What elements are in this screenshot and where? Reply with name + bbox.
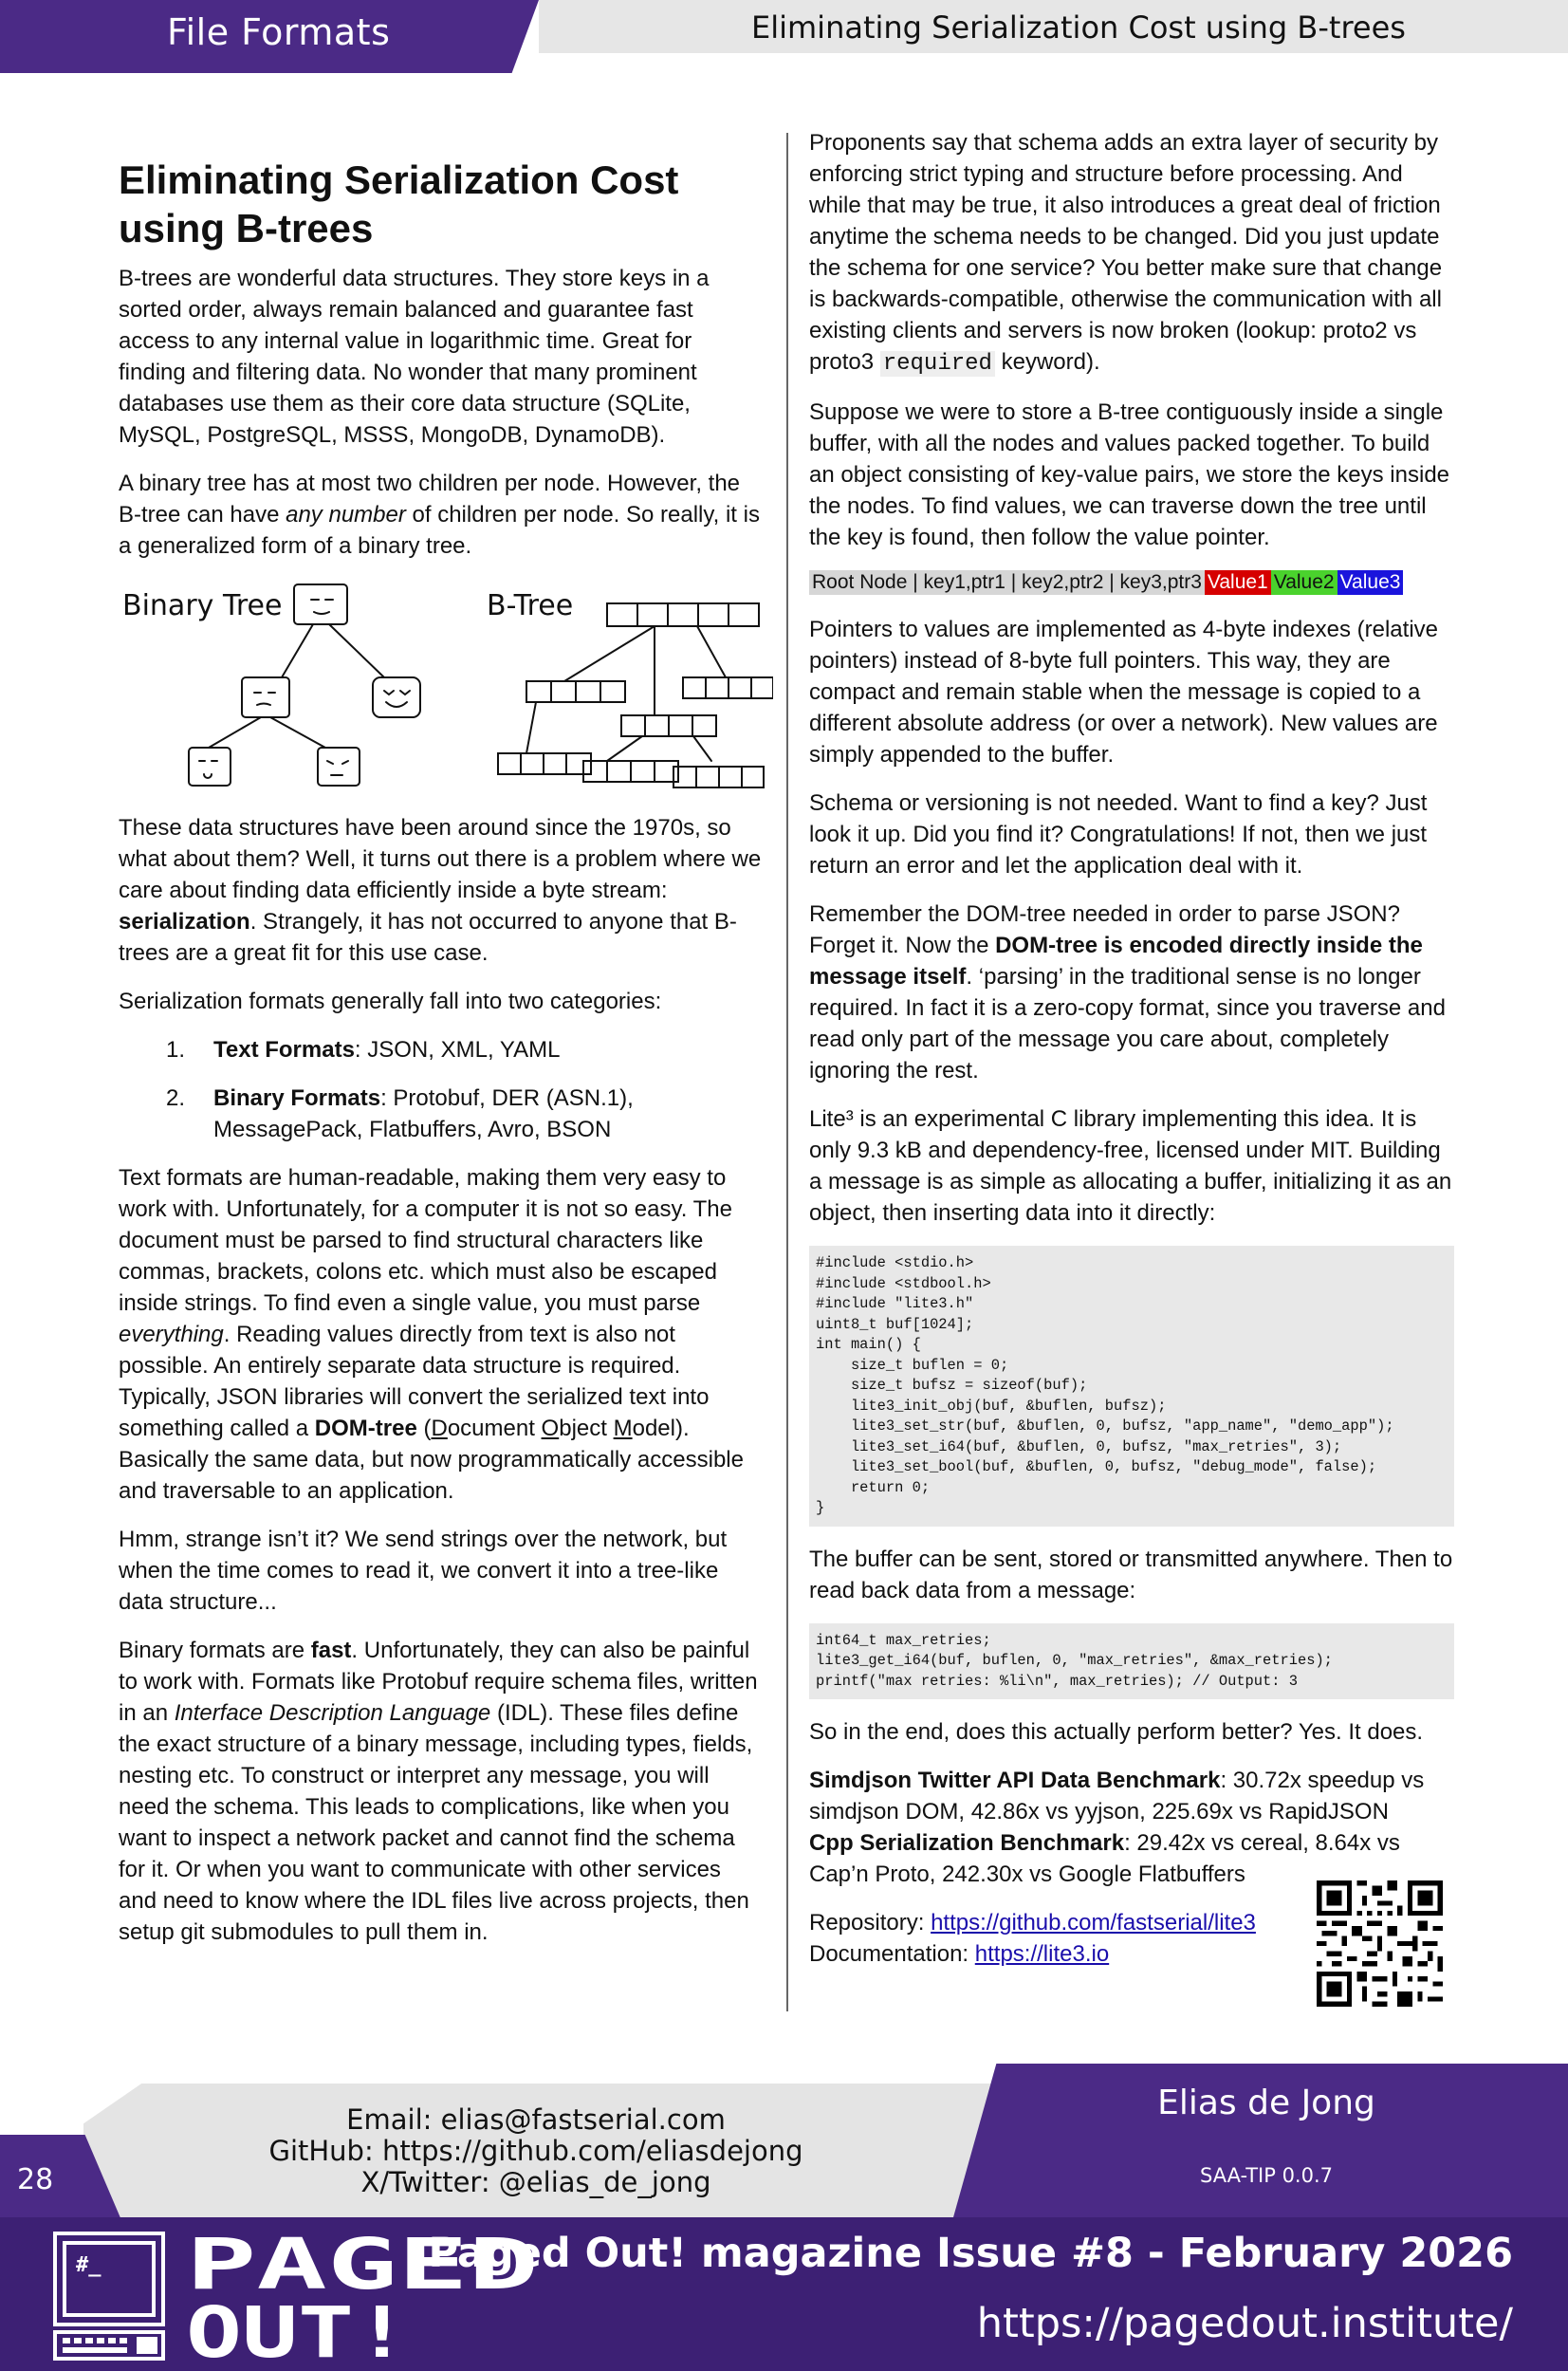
left-column	[119, 121, 764, 1965]
contact-email: Email: elias@fastserial.com	[346, 2103, 726, 2136]
paragraph-schema: Proponents say that schema adds an extra layer of security by enforcing strict typing and structure before processing. And while that may be true, it also introduces a great deal of friction anytime the schema needs to be changed. Did you just update the schema for one service? You better make sure that change is backwards-compatible, otherwise the communication with all existing clients and servers is now broken (lookup: proto2 vs proto3 required keyword).	[809, 130, 1443, 377]
paragraph-performance: So in the end, does this actually perform better? Yes. It does.	[809, 1719, 1424, 1745]
binary-leaf-1	[189, 748, 231, 786]
paragraph-pointers: Pointers to values are implemented as 4-byte indexes (relative pointers) instead of 8-byte full pointers. This way, they are compact and remain stable when the message is copied to a different absolute address (or over a network). New values are simply appended to the buffer.	[809, 617, 1438, 768]
binary-left-node	[242, 677, 289, 717]
list-item: 1. Text Formats: JSON, XML, YAML	[166, 1037, 561, 1063]
issue-title: Paged Out! magazine Issue #8 - February 2026	[428, 2230, 1513, 2277]
paragraph-read-back: The buffer can be sent, stored or transmitted anywhere. Then to read back data from a message:	[809, 1546, 1453, 1603]
author-contact	[123, 2104, 949, 2198]
paragraph-intro: B-trees are wonderful data structures. They store keys in a sorted order, always remain balanced and guarantee fast access to any internal value in logarithmic time. Great for finding and filtering data. No wonder that many prominent databases use them as their core data structure (SQLite, MySQL, PostgreSQL, MSSS, MongoDB, DynamoDB).	[119, 266, 710, 448]
paragraph-contiguous: Suppose we were to store a B-tree contiguously inside a single buffer, with all the nodes and values packed together. To build an object consisting of key-value pairs, we store the keys inside the nodes. To find values, we can traverse down the tree until the key is found, then follow the value pointer.	[809, 399, 1450, 550]
right-column	[809, 127, 1454, 1987]
inline-code-required: required	[880, 351, 995, 377]
logo-word-out: OUT!	[186, 2292, 410, 2362]
column-divider	[786, 133, 788, 2011]
documentation-link[interactable]: https://lite3.io	[974, 1941, 1110, 1967]
buffer-value2-segment: Value2	[1271, 570, 1337, 595]
author-name: Elias de Jong	[1157, 2084, 1375, 2122]
section-label: File Formats	[167, 11, 391, 53]
code-block-write: #include <stdio.h> #include <stdbool.h> #include "lite3.h" uint8_t buf[1024]; int main() { size_t buflen = 0; size_t bufsz = sizeof(buf); lite3_init_obj(buf, &buflen, bufsz); lite3_set_str(buf, &buflen, 0, bufsz, "app_name", "demo_app"); lite3_set_i64(buf, &buflen, 0, bufsz, "max_retries", 3); lite3_set_bool(buf, &buflen, 0, bufsz, "debug_mode", false); return 0; }	[809, 1246, 1454, 1527]
paragraph-binary-formats: Binary formats are fast. Unfortunately, they can also be painful to work with. Formats like Protobuf require schema files, written in an Interface Description Language (IDL). These files define the exact structure of a binary message, including types, fields, nesting etc. To construct or interpret any message, you will need the schema. This leads to complications, like when you want to inspect a network packet and cannot find the schema for it. Or when you want to communicate with other services and need to know where the IDL files live across projects, then setup git submodules to pull them in.	[119, 1638, 758, 1945]
site-url: https://pagedout.institute/	[976, 2300, 1513, 2347]
paragraph-benchmarks: Simdjson Twitter API Data Benchmark: 30.72x speedup vs simdjson DOM, 42.86x vs yyjson, 225.69x vs RapidJSON Cpp Serialization Benchmark: 29.42x vs cereal, 8.64x vs Cap’n Proto, 242.30x vs Google Flatbuffers	[809, 1768, 1425, 1887]
format-list	[119, 1034, 764, 1145]
binary-root-node	[294, 584, 347, 624]
buffer-root-segment: Root Node | key1,ptr1 | key2,ptr2 | key3,ptr3	[809, 570, 1205, 595]
contact-twitter: X/Twitter: @elias_de_jong	[360, 2166, 711, 2198]
list-item: 2. Binary Formats: Protobuf, DER (ASN.1), MessagePack, Flatbuffers, Avro, BSON	[166, 1085, 634, 1142]
paragraph-links: Repository: https://github.com/fastserial/lite3 Documentation: https://lite3.io	[809, 1910, 1256, 1967]
btree-root-node	[607, 603, 759, 626]
license-tag: SAA-TIP 0.0.7	[1199, 2164, 1334, 2187]
qr-code-icon	[1317, 1880, 1443, 2007]
paragraph-categories: Serialization formats generally fall into two categories:	[119, 989, 662, 1014]
logo-word-paged: PAGED	[186, 2230, 539, 2306]
paragraph-dom: Remember the DOM-tree needed in order to parse JSON? Forget it. Now the DOM-tree is encoded directly inside the message itself. ‘parsing’ in the traditional sense is no longer required. In fact it is a zero-copy format, since you traverse and read only part of the message you care about, completely ignoring the rest.	[809, 901, 1446, 1084]
repository-link[interactable]: https://github.com/fastserial/lite3	[931, 1910, 1256, 1936]
paragraph-versioning: Schema or versioning is not needed. Want to find a key? Just look it up. Did you find it? Congratulations! If not, then we just return an error and let the application deal with it.	[809, 790, 1428, 879]
figure-label-btree: B-Tree	[487, 589, 574, 622]
buffer-layout-diagram	[809, 570, 1454, 595]
header-title: Eliminating Serialization Cost using B-trees	[751, 9, 1406, 46]
computer-icon	[51, 2230, 167, 2362]
paragraph-lite3: Lite³ is an experimental C library implementing this idea. It is only 9.3 kB and dependency-free, licensed under MIT. Building a message is as simple as allocating a buffer, initializing it as an object, then inserting data into it directly:	[809, 1106, 1452, 1226]
binary-right-node	[373, 677, 420, 717]
code-block-read: int64_t max_retries; lite3_get_i64(buf, buflen, 0, "max_retries", &max_retries); printf("max retries: %li\n", max_retries); // Output: 3	[809, 1623, 1454, 1700]
buffer-value1-segment: Value1	[1205, 570, 1271, 595]
logo-prompt: #_	[76, 2253, 101, 2277]
binary-leaf-2	[318, 748, 360, 786]
paragraph-binary-tree: A binary tree has at most two children per node. However, the B-tree can have any number of children per node. So really, it is a generalized form of a binary tree.	[119, 471, 760, 559]
contact-github: GitHub: https://github.com/eliasdejong	[268, 2135, 803, 2167]
paragraph-text-formats: Text formats are human-readable, making them very easy to work with. Unfortunately, for a computer it is not so easy. The document must be parsed to find structural characters like commas, brackets, colons etc. which must also be escaped inside strings. To find even a single value, you must parse everything. Reading values directly from text is also not possible. An entirely separate data structure is required. Typically, JSON libraries will convert the serialized text into something called a DOM-tree (Document Object Model). Basically the same data, but now programmatically accessible and traversable to an application.	[119, 1165, 744, 1504]
buffer-value3-segment: Value3	[1337, 570, 1404, 595]
paragraph-strange: Hmm, strange isn’t it? We send strings over the network, but when the time comes to read it, we convert it into a tree-like data structure...	[119, 1527, 728, 1615]
paragraph-serialization: These data structures have been around since the 1970s, so what about them? Well, it turns out there is a problem where we care about finding data efficiently inside a byte stream: serialization. Strangely, it has not occurred to anyone that B-trees are a great fit for this use case.	[119, 815, 762, 966]
figure-label-binary: Binary Tree	[122, 589, 283, 622]
trees-illustration	[119, 571, 773, 805]
page-number: 28	[17, 2163, 54, 2196]
article-heading: Eliminating Serialization Cost using B-trees	[119, 157, 679, 250]
